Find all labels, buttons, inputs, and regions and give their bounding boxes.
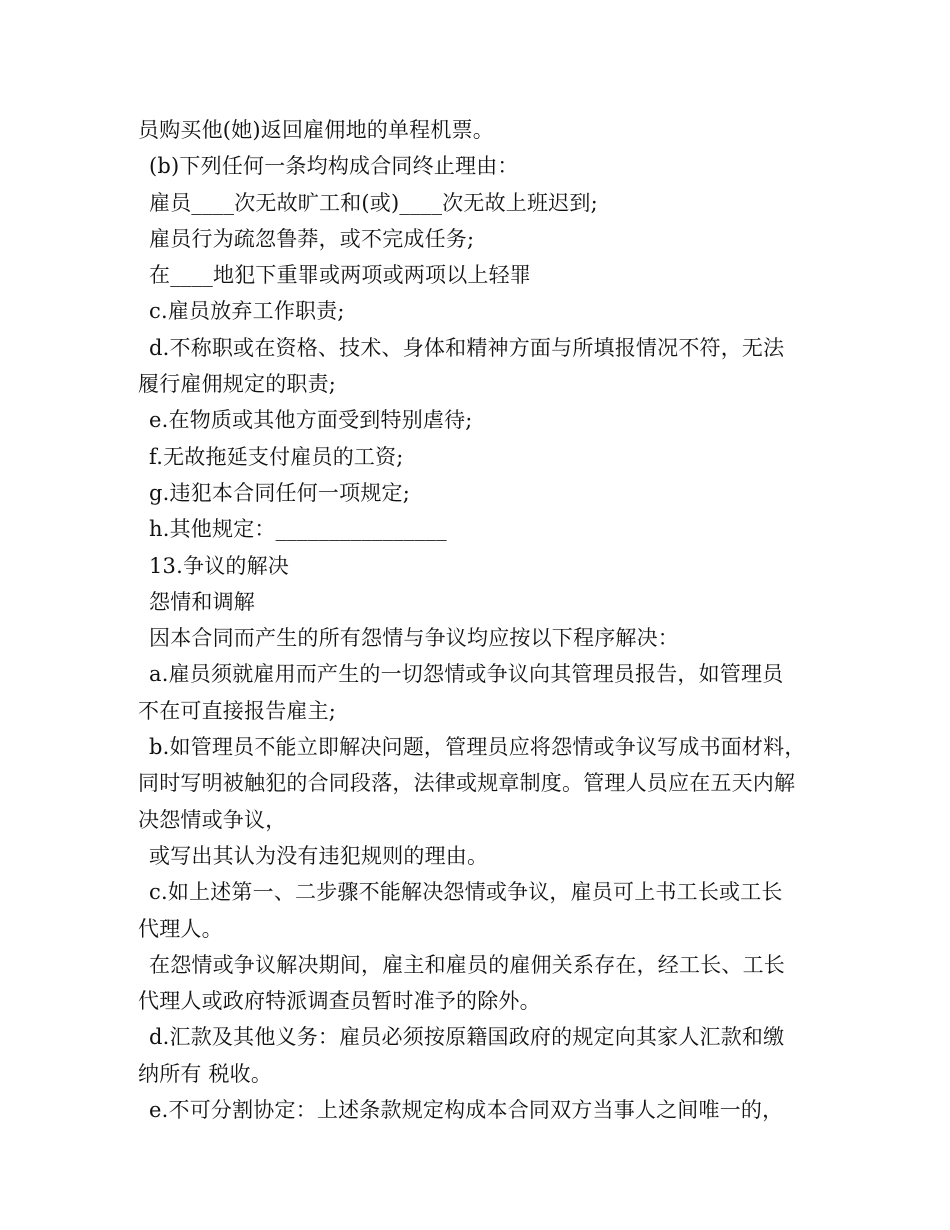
text-line: 履行雇佣规定的职责; [138,372,337,397]
subsection-heading: 怨情和调解 [149,589,255,614]
text-line: b.如管理员不能立即解决问题，管理员应将怨情或争议写成书面材料， [149,735,806,760]
document-page [138,112,818,1128]
text-line: 员购买他(她)返回雇佣地的单程机票。 [138,118,494,142]
text-line: c.雇员放弃工作职责; [149,299,345,324]
text-line: 雇员____次无故旷工和(或)____次无故上班迟到; [149,190,598,215]
text-line: c.如上述第一、二步骤不能解决怨情或争议，雇员可上书工长或工长 [149,880,783,905]
text-line: f.无故拖延支付雇员的工资; [149,444,404,469]
section-heading: 13.争议的解决 [149,553,289,578]
text-line: e.不可分割协定：上述条款规定构成本合同双方当事人之间唯一的， [149,1098,784,1123]
text-line: d.汇款及其他义务：雇员必须按原籍国政府的规定向其家人汇款和缴 [149,1025,785,1050]
text-line: 在怨情或争议解决期间，雇主和雇员的雇佣关系存在，经工长、工长 [149,952,785,977]
text-line: h.其他规定：________________ [149,517,447,542]
text-line: 在____地犯下重罪或两项或两项以上轻罪 [149,263,531,288]
text-line: a.雇员须就雇用而产生的一切怨情或争议向其管理员报告，如管理员 [149,662,784,687]
text-line: g.违犯本合同任何一项规定; [149,480,410,505]
text-line: e.在物质或其他方面受到特别虐待; [149,408,473,433]
text-line: 或写出其认为没有违犯规则的理由。 [149,843,489,868]
text-line: 代理人。 [138,916,223,941]
text-line: 不在可直接报告雇主; [138,698,337,723]
text-line: 同时写明被触犯的合同段落，法律或规章制度。管理人员应在五天内解 [138,771,796,796]
text-line: 纳所有 税收。 [138,1061,273,1086]
text-line: 代理人或政府特派调查员暂时准予的除外。 [138,989,541,1014]
text-line: (b)下列任何一条均构成合同终止理由： [149,154,519,179]
text-line: 雇员行为疏忽鲁莽，或不完成任务; [149,226,475,251]
text-line: d.不称职或在资格、技术、身体和精神方面与所填报情况不符，无法 [149,335,785,360]
text-line: 因本合同而产生的所有怨情与争议均应按以下程序解决： [149,626,679,651]
text-line: 决怨情或争议， [138,807,287,832]
